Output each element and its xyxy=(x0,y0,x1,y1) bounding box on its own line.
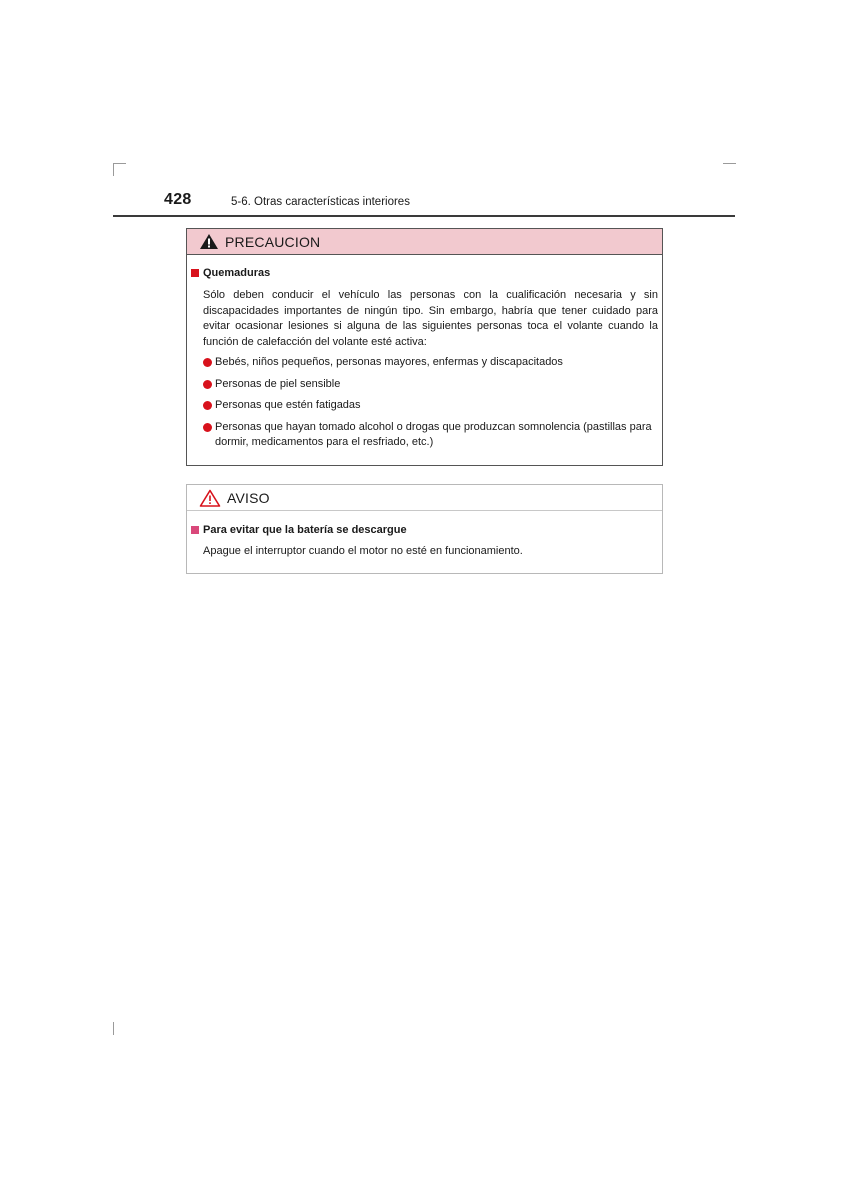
round-bullet-icon xyxy=(203,380,212,389)
notice-subheading-text: Para evitar que la batería se descargue xyxy=(203,524,407,536)
crop-mark-top-right-horizontal xyxy=(723,163,736,164)
caution-bullet-list xyxy=(203,355,659,457)
page-number: 428 xyxy=(164,191,192,208)
section-title: 5-6. Otras características interiores xyxy=(231,196,410,208)
caution-paragraph: Sólo deben conducir el vehículo las personas con la cualificación necesaria y sin discapacidades importantes de ningún tipo. Sin embargo, habría que tener cuidado para evitar ocasionar lesiones si alguna de las siguientes personas toca el volante cuando la función de calefacción del volante esté activa: xyxy=(203,289,658,348)
caution-box xyxy=(186,228,663,466)
list-item: Personas que hayan tomado alcohol o drogas que produzcan somnolencia (pastillas para dormir, medicamentos para el resfriado, etc.) xyxy=(203,420,659,451)
list-item: Personas de piel sensible xyxy=(203,377,659,393)
notice-box xyxy=(186,484,663,574)
caution-subheading-text: Quemaduras xyxy=(203,267,271,279)
notice-title: AVISO xyxy=(227,489,270,506)
caution-subheading xyxy=(191,267,270,279)
warning-triangle-filled-icon xyxy=(199,233,219,250)
round-bullet-icon xyxy=(203,423,212,432)
crop-mark-top-left-horizontal xyxy=(113,163,126,164)
caution-title: PRECAUCION xyxy=(225,233,321,250)
header-rule xyxy=(113,215,735,217)
round-bullet-icon xyxy=(203,358,212,367)
notice-subheading xyxy=(191,524,407,536)
list-item: Bebés, niños pequeños, personas mayores, enfermas y discapacitados xyxy=(203,355,659,371)
square-bullet-icon xyxy=(191,269,199,277)
list-item: Personas que estén fatigadas xyxy=(203,398,659,414)
notice-header xyxy=(187,485,662,511)
caution-header xyxy=(187,229,662,255)
warning-triangle-outline-icon xyxy=(199,489,221,507)
crop-mark-top-left-vertical xyxy=(113,163,114,176)
crop-mark-bottom-left-vertical xyxy=(113,1022,114,1035)
notice-paragraph: Apague el interruptor cuando el motor no esté en funcionamiento. xyxy=(203,545,523,557)
round-bullet-icon xyxy=(203,401,212,410)
square-bullet-icon xyxy=(191,526,199,534)
